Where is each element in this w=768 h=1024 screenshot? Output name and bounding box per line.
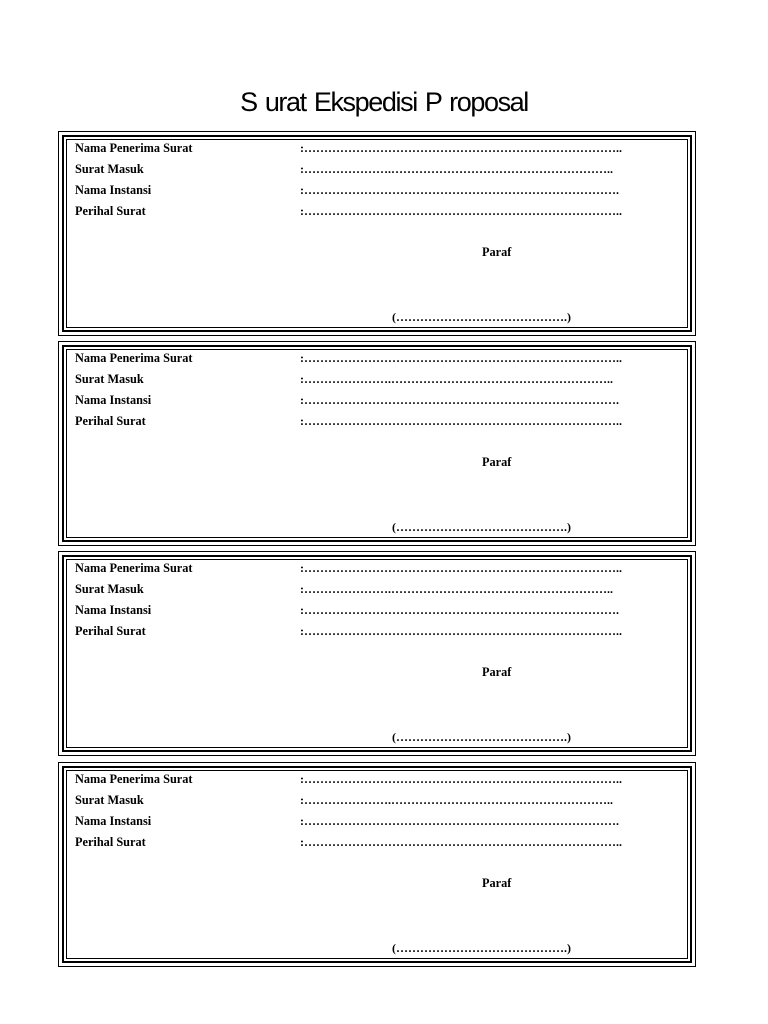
field-label-surat-masuk: Surat Masuk	[75, 793, 144, 807]
expedition-form-2	[58, 341, 696, 546]
paraf-label: Paraf	[482, 245, 512, 259]
field-value-nama-instansi[interactable]: :…………………………………………………………………….	[300, 393, 619, 407]
field-value-nama-penerima-surat[interactable]: :……………………………………………………………………..	[300, 561, 622, 575]
expedition-form-4	[58, 762, 696, 967]
field-value-perihal-surat[interactable]: :……………………………………………………………………..	[300, 835, 622, 849]
field-value-surat-masuk[interactable]: :………………….………………………………………………..	[300, 582, 613, 596]
signature-line[interactable]: (…………………………………….)	[392, 730, 571, 744]
field-label-nama-penerima-surat: Nama Penerima Surat	[75, 141, 193, 155]
field-label-perihal-surat: Perihal Surat	[75, 204, 146, 218]
field-value-perihal-surat[interactable]: :……………………………………………………………………..	[300, 204, 622, 218]
field-label-surat-masuk: Surat Masuk	[75, 372, 144, 386]
field-label-nama-penerima-surat: Nama Penerima Surat	[75, 561, 193, 575]
paraf-label: Paraf	[482, 455, 512, 469]
field-label-surat-masuk: Surat Masuk	[75, 162, 144, 176]
document-title: S urat Ekspedisi P roposal	[240, 87, 528, 117]
field-value-nama-penerima-surat[interactable]: :……………………………………………………………………..	[300, 351, 622, 365]
field-value-surat-masuk[interactable]: :………………….………………………………………………..	[300, 162, 613, 176]
expedition-form-3	[58, 551, 696, 756]
expedition-form-1	[58, 131, 696, 336]
paraf-label: Paraf	[482, 665, 512, 679]
signature-line[interactable]: (…………………………………….)	[392, 310, 571, 324]
field-value-nama-penerima-surat[interactable]: :……………………………………………………………………..	[300, 141, 622, 155]
field-value-nama-instansi[interactable]: :…………………………………………………………………….	[300, 603, 619, 617]
field-value-perihal-surat[interactable]: :……………………………………………………………………..	[300, 414, 622, 428]
signature-line[interactable]: (…………………………………….)	[392, 941, 571, 955]
field-value-nama-penerima-surat[interactable]: :……………………………………………………………………..	[300, 772, 622, 786]
field-label-nama-instansi: Nama Instansi	[75, 393, 152, 407]
field-value-perihal-surat[interactable]: :……………………………………………………………………..	[300, 624, 622, 638]
field-label-perihal-surat: Perihal Surat	[75, 414, 146, 428]
field-label-nama-penerima-surat: Nama Penerima Surat	[75, 772, 193, 786]
field-value-surat-masuk[interactable]: :………………….………………………………………………..	[300, 372, 613, 386]
paraf-label: Paraf	[482, 876, 512, 890]
field-label-nama-penerima-surat: Nama Penerima Surat	[75, 351, 193, 365]
field-label-nama-instansi: Nama Instansi	[75, 814, 152, 828]
field-value-surat-masuk[interactable]: :………………….………………………………………………..	[300, 793, 613, 807]
field-value-nama-instansi[interactable]: :…………………………………………………………………….	[300, 814, 619, 828]
field-label-perihal-surat: Perihal Surat	[75, 835, 146, 849]
field-label-perihal-surat: Perihal Surat	[75, 624, 146, 638]
field-label-nama-instansi: Nama Instansi	[75, 183, 152, 197]
signature-line[interactable]: (…………………………………….)	[392, 520, 571, 534]
field-label-surat-masuk: Surat Masuk	[75, 582, 144, 596]
field-value-nama-instansi[interactable]: :…………………………………………………………………….	[300, 183, 619, 197]
field-label-nama-instansi: Nama Instansi	[75, 603, 152, 617]
